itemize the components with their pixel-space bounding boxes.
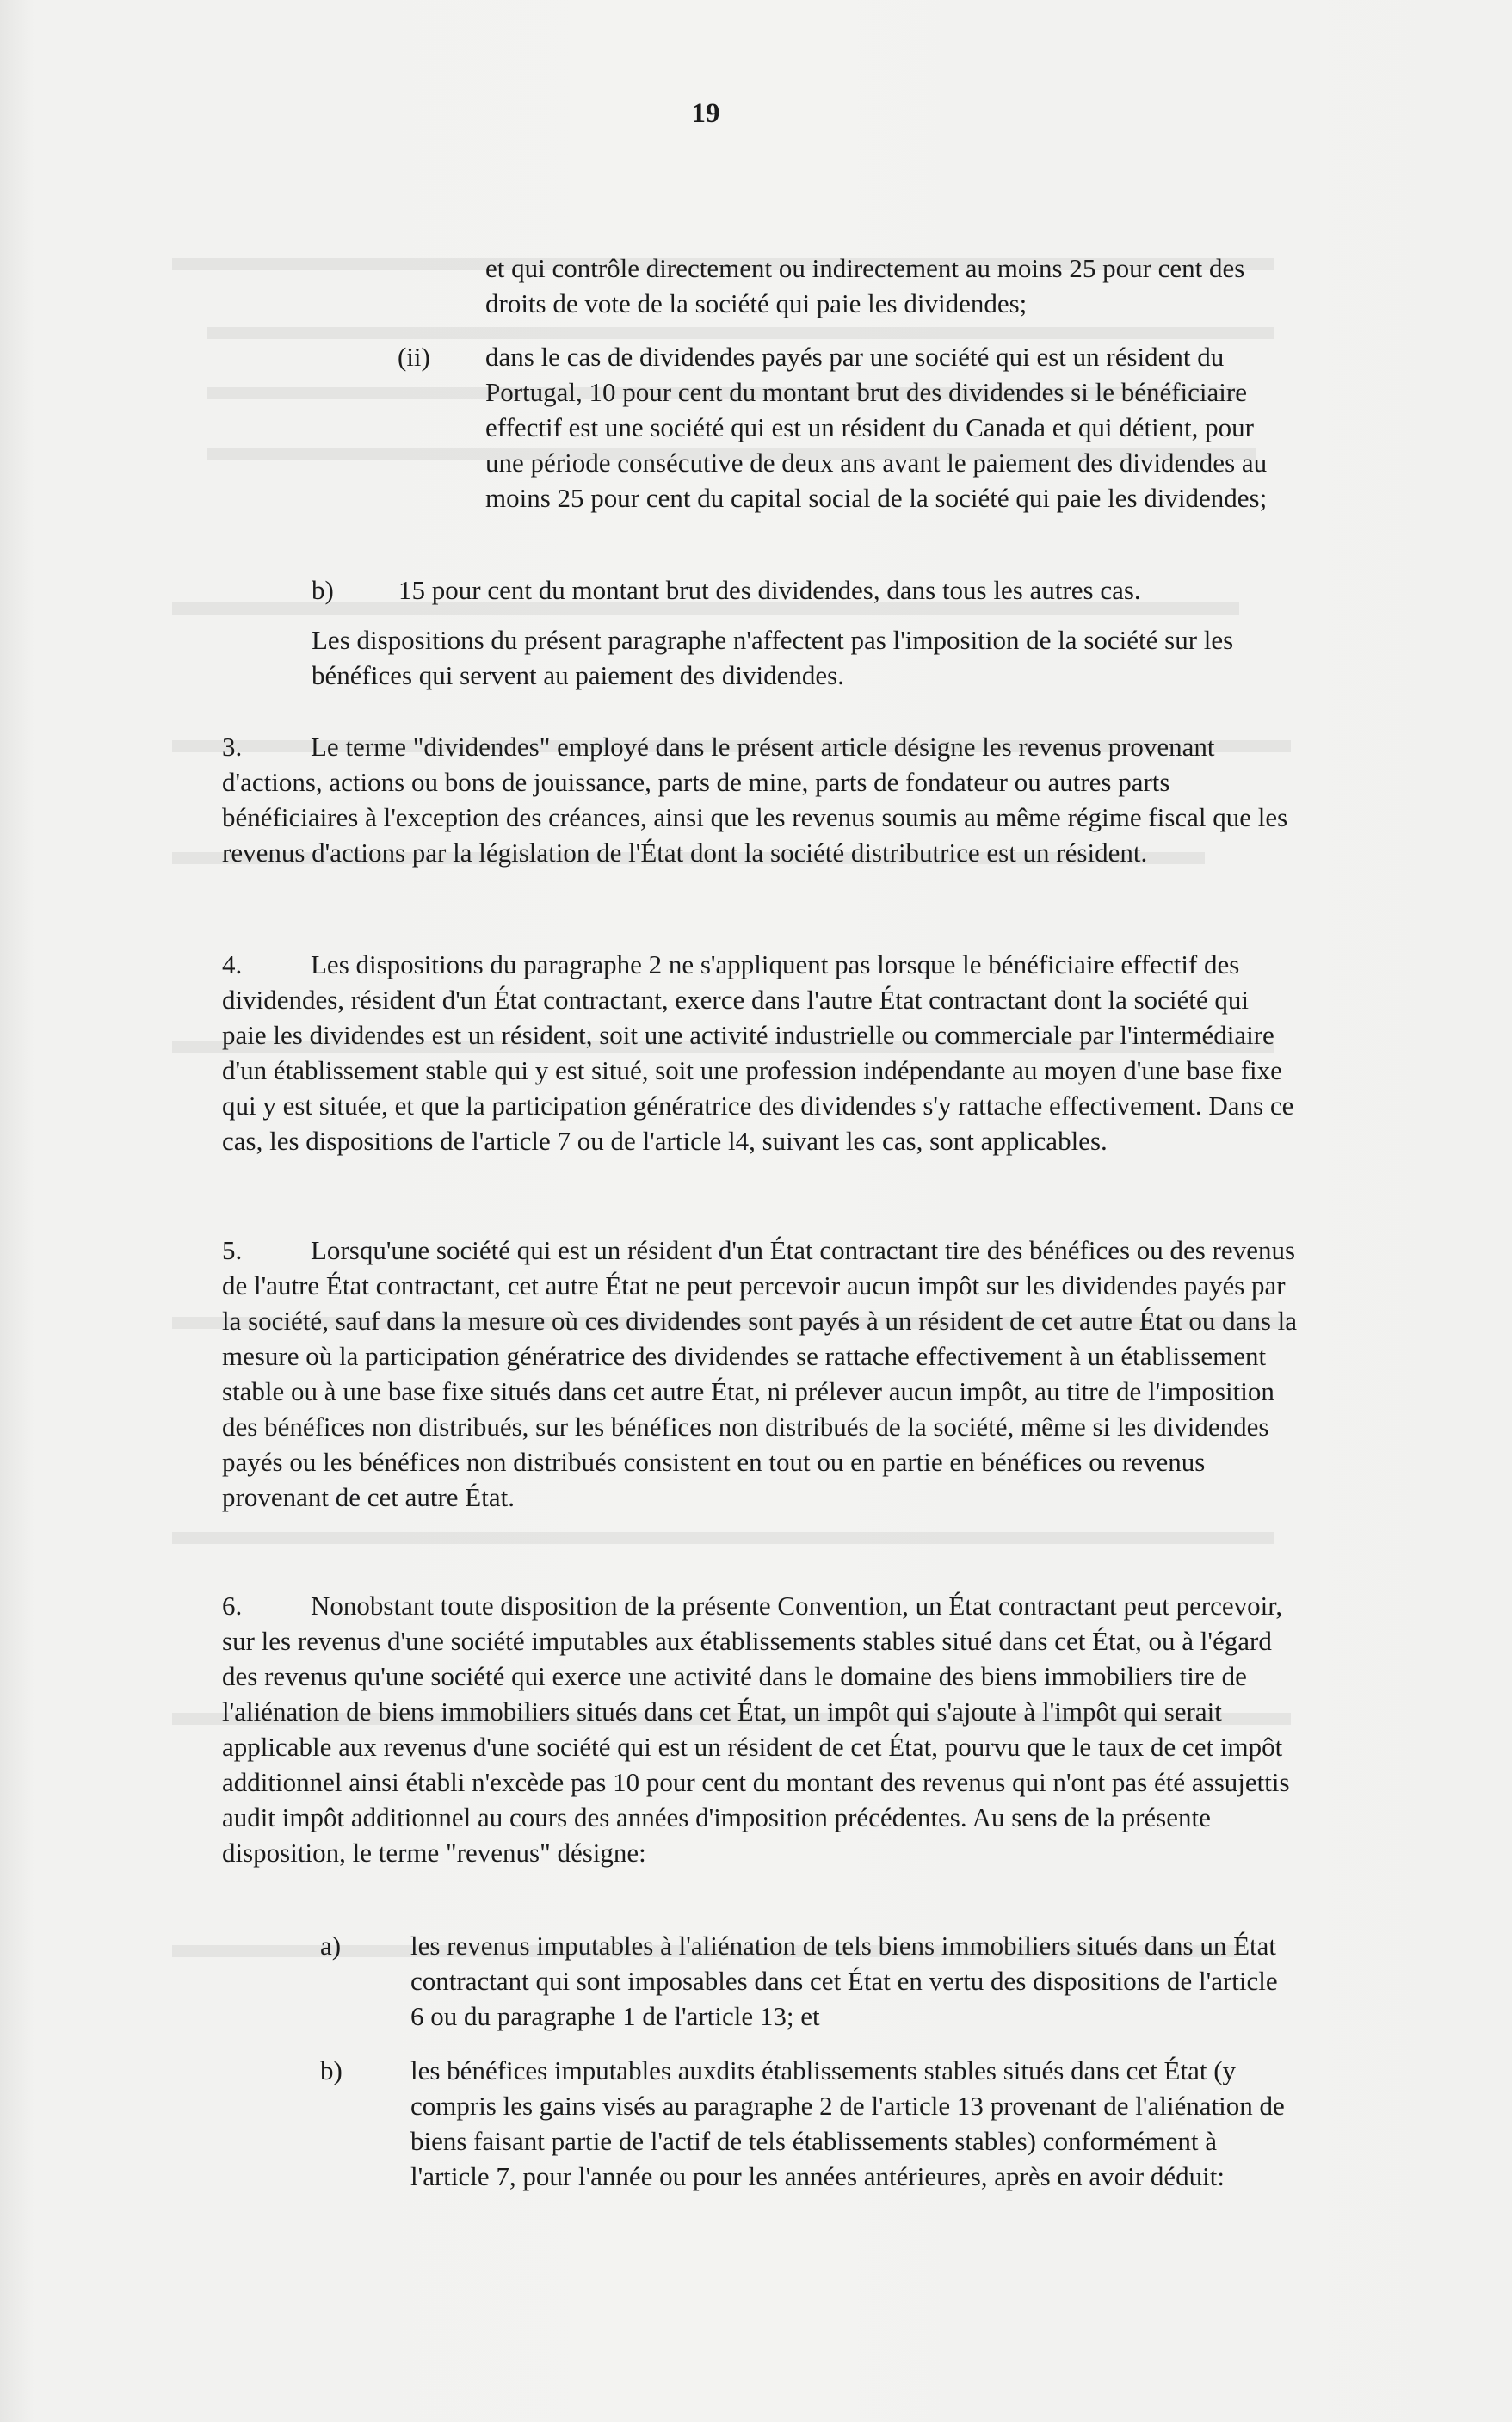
subitem-b-text: les bénéfices imputables auxdits établissements stables situés dans cet État (y compris les gains visés au paragraphe 2 de l'article 13 provenant de l'aliénation de biens faisant partie de l'actif de tels établissements stables) conformément à l'article 7, pour l'année ou pour les années antérieures, après en avoir déduit: (410, 2055, 1285, 2191)
item-label-b: b) (312, 575, 334, 605)
closing-paragraph: Les dispositions du présent paragraphe n'affectent pas l'imposition de la société sur les bénéfices qui servent au paiement des dividendes. (312, 625, 1234, 690)
paragraph-6: Nonobstant toute disposition de la présente Convention, un État contractant peut percevoir, sur les revenus d'une société imputables aux établissements stables situé dans cet État, ou à l'égard des revenus qu'une société qui exerce une activité dans le domaine des biens immobiliers tire de l'aliénation de biens immobiliers situés dans cet État, un impôt qui s'ajoute à l'impôt qui serait applicable aux revenus d'une société qui est un résident de cet État, pourvu que le taux de cet impôt additionnel ainsi établi n'excède pas 10 pour cent du montant des revenus qui n'ont pas été assujettis audit impôt additionnel au cours des années d'imposition précédentes. Au sens de la présente disposition, le terme "revenus" désigne: (222, 1591, 1290, 1868)
paragraph-number-6: 6. (222, 1591, 243, 1621)
paragraph-number-3: 3. (222, 732, 243, 762)
paragraph-number-5: 5. (222, 1235, 243, 1265)
page-number: 19 (691, 98, 720, 129)
paragraph-4: Les dispositions du paragraphe 2 ne s'appliquent pas lorsque le bénéficiaire effectif des dividendes, résident d'un État contractant, exerce dans l'autre État contractant dont la société qui paie les dividendes est un résident, soit une activité industrielle ou commerciale par l'intermédiaire d'un établissement stable qui y est situé, soit une profession indépendante au moyen d'une base fixe qui y est située, et que la participation génératrice des dividendes s'y rattache effectivement. Dans ce cas, les dispositions de l'article 7 ou de l'article l4, suivant les cas, sont applicables. (222, 949, 1294, 1156)
subitem-label-a: a) (320, 1931, 342, 1961)
item-label-ii: (ii) (398, 342, 430, 372)
item-ii-text: dans le cas de dividendes payés par une société qui est un résident du Portugal, 10 pour cent du montant brut des dividendes si le bénéficiaire effectif est une société qui est un résident du Canada et qui détient, pour une période consécutive de deux ans avant le paiement des dividendes au moins 25 pour cent du capital social de la société qui paie les dividendes; (485, 342, 1268, 513)
paragraph-number-4: 4. (222, 949, 243, 979)
subitem-label-b: b) (320, 2055, 343, 2085)
paragraph-5: Lorsqu'une société qui est un résident d'un État contractant tire des bénéfices ou des revenus de l'autre État contractant, cet autre État ne peut percevoir aucun impôt sur les dividendes payés par la société, sauf dans la mesure où ces dividendes sont payés à un résident de cet autre État ou dans la mesure où la participation génératrice des dividendes se rattache effectivement à un établissement stable ou à une base fixe situés dans cet autre État, ni prélever aucun impôt, au titre de l'imposition des bénéfices non distribués, sur les bénéfices non distribués de la société, même si les dividendes payés ou les bénéfices non distribués consistent en tout ou en partie en bénéfices ou revenus provenant de cet autre État. (222, 1235, 1298, 1512)
paragraph-3: Le terme "dividendes" employé dans le présent article désigne les revenus provenant d'actions, actions ou bons de jouissance, parts de mine, parts de fondateur ou autres parts bénéficiaires à l'exception des créances, ainsi que les revenus soumis au même régime fiscal que les revenus d'actions par la législation de l'État dont la société distributrice est un résident. (222, 732, 1288, 868)
item-b-text: 15 pour cent du montant brut des dividendes, dans tous les autres cas. (398, 575, 1141, 605)
subitem-a-text: les revenus imputables à l'aliénation de tels biens immobiliers situés dans un État contractant qui sont imposables dans cet État en vertu des dispositions de l'article 6 ou du paragraphe 1 de l'article 13; et (410, 1931, 1278, 2031)
paragraph-continuation: et qui contrôle directement ou indirectement au moins 25 pour cent des droits de vote de la société qui paie les dividendes; (485, 253, 1245, 318)
